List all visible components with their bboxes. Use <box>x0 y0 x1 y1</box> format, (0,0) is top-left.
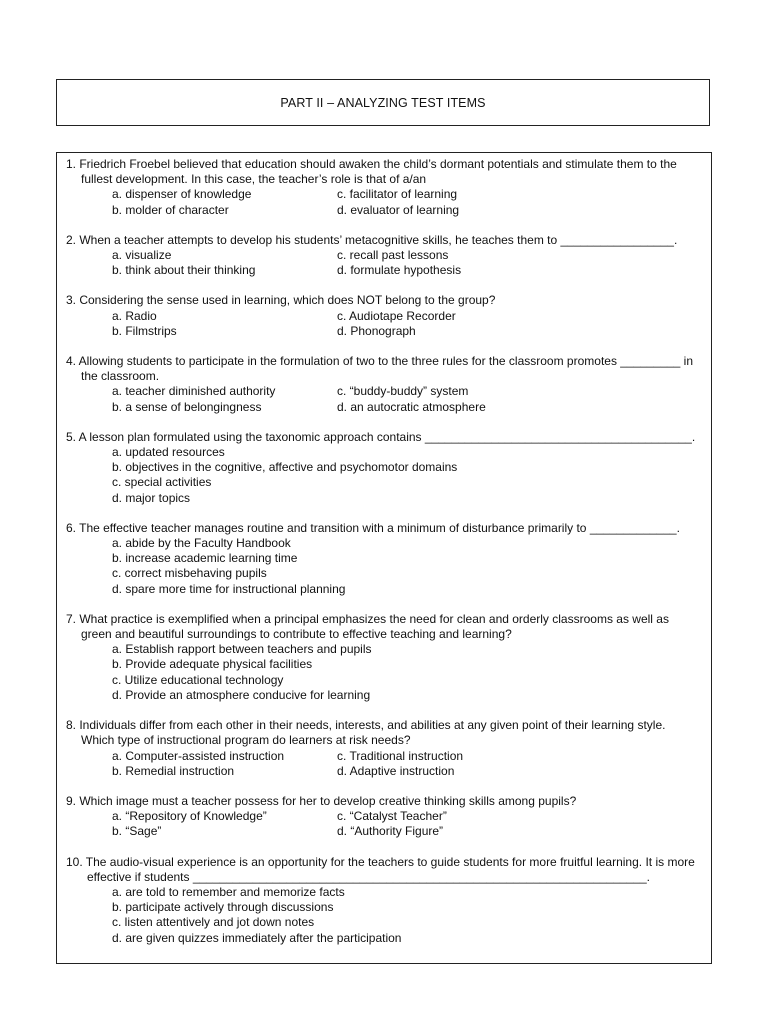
options <box>66 809 701 839</box>
question-2 <box>66 233 701 279</box>
option-c: c. facilitator of learning <box>337 187 458 202</box>
options <box>66 187 701 217</box>
option-c: c. “Catalyst Teacher” <box>337 809 447 824</box>
option-row <box>112 749 701 764</box>
option-b: b. participate actively through discussions <box>112 900 334 915</box>
options <box>66 536 701 597</box>
question-stem: 8. Individuals differ from each other in their needs, interests, and abilities at any given point of their learning style. Which type of instructional program do learners at risk needs? <box>66 718 666 748</box>
option-b: b. increase academic learning time <box>112 551 298 566</box>
option-a: a. visualize <box>112 248 172 263</box>
option-row <box>112 248 701 263</box>
option-b: b. Remedial instruction <box>112 763 235 778</box>
option-c: c. Utilize educational technology <box>112 672 284 687</box>
option-c: c. special activities <box>112 475 212 490</box>
option-b: b. “Sage” <box>112 824 162 839</box>
option-d: d. spare more time for instructional planning <box>112 581 346 596</box>
option-a: a. Radio <box>112 308 157 323</box>
option-b: b. objectives in the cognitive, affective and psychomotor domains <box>112 460 458 475</box>
option-a: a. dispenser of knowledge <box>112 187 252 202</box>
question-stem: 9. Which image must a teacher possess for her to develop creative thinking skills among pupils? <box>66 793 577 808</box>
question-9 <box>66 794 701 840</box>
question-8 <box>66 718 701 779</box>
option-b: b. Provide adequate physical facilities <box>112 657 313 672</box>
question-1 <box>66 157 701 218</box>
option-d: d. formulate hypothesis <box>337 263 462 278</box>
options <box>66 749 701 779</box>
option-c: c. recall past lessons <box>337 248 449 263</box>
option-b: b. a sense of belongingness <box>112 399 262 414</box>
question-stem: 4. Allowing students to participate in the formulation of two to the three rules for the classroom promotes _________ in the classroom. <box>66 354 694 384</box>
question-7 <box>66 612 701 703</box>
option-row <box>112 263 701 278</box>
question-stem: 1. Friedrich Froebel believed that education should awaken the child’s dormant potentials and stimulate them to the fullest development. In this case, the teacher’s role is that of a/an <box>66 157 677 187</box>
option-row <box>112 824 701 839</box>
question-4 <box>66 354 701 415</box>
option-row <box>112 324 701 339</box>
title-box <box>56 79 710 126</box>
option-c: c. “buddy-buddy” system <box>337 384 469 399</box>
question-stem: 6. The effective teacher manages routine and transition with a minimum of disturbance primarily to _____________. <box>66 520 680 535</box>
option-c: c. listen attentively and jot down notes <box>112 915 315 930</box>
option-d: d. “Authority Figure” <box>337 824 444 839</box>
option-c: c. Audiotape Recorder <box>337 308 456 323</box>
question-stem: 2. When a teacher attempts to develop his students’ metacognitive skills, he teaches them to _________________. <box>66 232 678 247</box>
option-a: a. “Repository of Knowledge” <box>112 809 267 824</box>
option-b: b. think about their thinking <box>112 263 256 278</box>
option-a: a. Computer-assisted instruction <box>112 748 285 763</box>
option-row <box>112 203 701 218</box>
question-6 <box>66 521 701 597</box>
options <box>66 642 701 703</box>
option-row <box>112 764 701 779</box>
question-10 <box>66 855 701 946</box>
option-d: d. Phonograph <box>337 323 416 338</box>
option-a: a. updated resources <box>112 445 225 460</box>
options <box>66 248 701 278</box>
option-a: a. abide by the Faculty Handbook <box>112 536 291 551</box>
option-b: b. Filmstrips <box>112 323 177 338</box>
question-stem: 7. What practice is exemplified when a principal emphasizes the need for clean and orderly classrooms as well as green and beautiful surroundings to contribute to effective teaching and learning? <box>66 611 669 642</box>
options <box>66 384 701 414</box>
question-stem: 5. A lesson plan formulated using the taxonomic approach contains ________________________________________. <box>66 429 696 444</box>
option-a: a. teacher diminished authority <box>112 384 276 399</box>
option-row <box>112 187 701 202</box>
page-title: PART II – ANALYZING TEST ITEMS <box>280 95 486 110</box>
options <box>66 445 701 506</box>
options <box>66 309 701 339</box>
options <box>66 885 701 946</box>
question-stem: 3. Considering the sense used in learning, which does NOT belong to the group? <box>66 293 496 308</box>
option-d: d. Provide an atmosphere conducive for learning <box>112 687 371 702</box>
question-5 <box>66 430 701 506</box>
option-c: c. Traditional instruction <box>337 748 464 763</box>
option-a: a. Establish rapport between teachers and pupils <box>112 642 372 657</box>
option-row <box>112 809 701 824</box>
question-stem: 10. The audio-visual experience is an opportunity for the teachers to guide students for more fruitful learning. It is more effective if students ____________________________________________________________________. <box>66 854 695 884</box>
option-row <box>112 400 701 415</box>
option-b: b. molder of character <box>112 202 229 217</box>
questions-box <box>56 152 712 964</box>
option-a: a. are told to remember and memorize facts <box>112 884 345 899</box>
option-d: d. evaluator of learning <box>337 202 460 217</box>
option-c: c. correct misbehaving pupils <box>112 566 267 581</box>
option-row <box>112 384 701 399</box>
option-d: d. are given quizzes immediately after the participation <box>112 930 402 945</box>
question-3 <box>66 293 701 339</box>
option-d: d. an autocratic atmosphere <box>337 399 486 414</box>
option-d: d. Adaptive instruction <box>337 763 455 778</box>
option-d: d. major topics <box>112 490 191 505</box>
option-row <box>112 309 701 324</box>
